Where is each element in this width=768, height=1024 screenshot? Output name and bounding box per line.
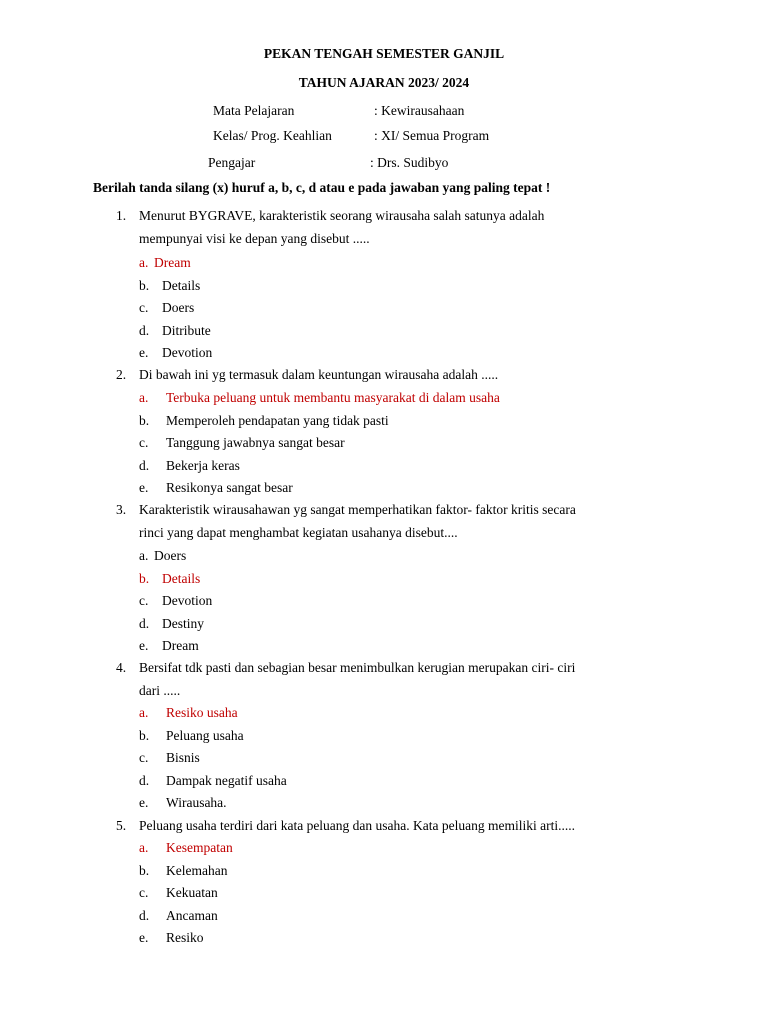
answer-option[interactable] (139, 548, 659, 568)
answer-option[interactable] (139, 345, 659, 365)
option-letter: c. (139, 750, 149, 766)
option-letter: d. (139, 907, 150, 923)
option-text: Devotion (162, 345, 213, 361)
option-text: Resiko (166, 930, 204, 946)
option-text: Resiko usaha (166, 705, 238, 720)
option-letter: a. (139, 840, 149, 855)
option-letter: b. (139, 412, 150, 428)
meta-label: Mata Pelajaran (213, 103, 295, 118)
option-text: Kekuatan (166, 885, 218, 901)
option-letter: c. (139, 435, 149, 451)
answer-option[interactable] (139, 795, 659, 815)
meta-teacher (208, 155, 528, 175)
option-text: Wirausaha. (166, 795, 227, 811)
answer-option[interactable] (139, 750, 659, 770)
question-number: 2. (116, 367, 127, 382)
answer-option[interactable] (139, 278, 659, 298)
option-letter: b. (139, 277, 150, 293)
option-text: Ancaman (166, 907, 218, 923)
option-letter: e. (139, 345, 149, 361)
question-text: mempunyai visi ke depan yang disebut ..... (139, 231, 370, 246)
answer-option[interactable] (139, 616, 659, 636)
meta-class (213, 128, 533, 148)
option-text: Ditribute (162, 322, 211, 338)
question-text: Karakteristik wirausahawan yg sangat memperhatikan faktor- faktor kritis secara (139, 502, 576, 517)
question-number: 4. (116, 660, 127, 675)
option-letter: c. (139, 593, 149, 609)
option-letter: a. (139, 390, 149, 405)
answer-option[interactable] (139, 930, 659, 950)
question-text: Bersifat tdk pasti dan sebagian besar menimbulkan kerugian merupakan ciri- ciri (139, 660, 576, 675)
option-text: Details (162, 277, 201, 293)
answer-option[interactable] (139, 458, 659, 478)
option-text: Memperoleh pendapatan yang tidak pasti (166, 412, 389, 428)
option-letter: d. (139, 457, 150, 473)
option-text: Dream (162, 638, 199, 654)
option-letter: e. (139, 638, 149, 654)
answer-option[interactable] (139, 571, 659, 591)
option-text: Bekerja keras (166, 457, 240, 473)
option-letter: b. (139, 862, 150, 878)
meta-label: Kelas/ Prog. Keahlian (213, 128, 332, 143)
option-letter: d. (139, 322, 150, 338)
answer-option[interactable] (139, 908, 659, 928)
answer-option[interactable] (139, 840, 659, 860)
question-number: 5. (116, 818, 127, 833)
answer-option[interactable] (139, 390, 659, 410)
option-letter: b. (139, 727, 150, 743)
meta-subject (213, 103, 533, 123)
option-letter: d. (139, 772, 150, 788)
option-text: Kelemahan (166, 862, 228, 878)
answer-option[interactable] (139, 773, 659, 793)
option-letter: a. (139, 705, 149, 720)
instruction: Berilah tanda silang (x) huruf a, b, c, d atau e pada jawaban yang paling tepat ! (93, 180, 551, 195)
exam-title: PEKAN TENGAH SEMESTER GANJIL (263, 46, 505, 61)
option-letter: c. (139, 300, 149, 316)
option-text: Resikonya sangat besar (166, 480, 293, 496)
option-text: Kesempatan (166, 840, 233, 855)
question-text: dari ..... (139, 683, 181, 698)
question-text: rinci yang dapat menghambat kegiatan usahanya disebut.... (139, 525, 458, 540)
answer-option[interactable] (139, 638, 659, 658)
option-text: Dream (154, 255, 191, 270)
answer-option[interactable] (139, 413, 659, 433)
option-text: Bisnis (166, 750, 200, 766)
option-letter: a. (139, 548, 149, 563)
answer-option[interactable] (139, 705, 659, 725)
answer-option[interactable] (139, 593, 659, 613)
question-number: 1. (116, 208, 127, 223)
answer-option[interactable] (139, 435, 659, 455)
meta-value: : Kewirausahaan (374, 103, 465, 118)
option-text: Details (162, 570, 201, 586)
option-text: Tanggung jawabnya sangat besar (166, 435, 345, 451)
answer-option[interactable] (139, 300, 659, 320)
option-letter: c. (139, 885, 149, 901)
question-text: Peluang usaha terdiri dari kata peluang dan usaha. Kata peluang memiliki arti..... (139, 818, 575, 833)
answer-option[interactable] (139, 885, 659, 905)
academic-year: TAHUN AJARAN 2023/ 2024 (298, 75, 470, 90)
meta-value: : XI/ Semua Program (374, 128, 490, 143)
meta-label: Pengajar (208, 155, 256, 170)
meta-value: : Drs. Sudibyo (370, 155, 449, 170)
answer-option[interactable] (139, 863, 659, 883)
option-letter: b. (139, 570, 150, 586)
question-text: Menurut BYGRAVE, karakteristik seorang wirausaha salah satunya adalah (139, 208, 545, 223)
answer-option[interactable] (139, 480, 659, 500)
option-text: Terbuka peluang untuk membantu masyarakat di dalam usaha (166, 390, 500, 405)
answer-option[interactable] (139, 323, 659, 343)
option-letter: e. (139, 795, 149, 811)
question-number: 3. (116, 502, 127, 517)
answer-option[interactable] (139, 728, 659, 748)
option-text: Devotion (162, 593, 213, 609)
option-text: Destiny (162, 615, 204, 631)
option-letter: a. (139, 255, 149, 270)
option-letter: e. (139, 480, 149, 496)
question-text: Di bawah ini yg termasuk dalam keuntungan wirausaha adalah ..... (139, 367, 499, 382)
option-text: Peluang usaha (166, 727, 244, 743)
option-letter: d. (139, 615, 150, 631)
option-letter: e. (139, 930, 149, 946)
option-text: Doers (162, 300, 195, 316)
option-text: Doers (154, 548, 187, 563)
answer-option[interactable] (139, 255, 659, 275)
option-text: Dampak negatif usaha (166, 772, 287, 788)
